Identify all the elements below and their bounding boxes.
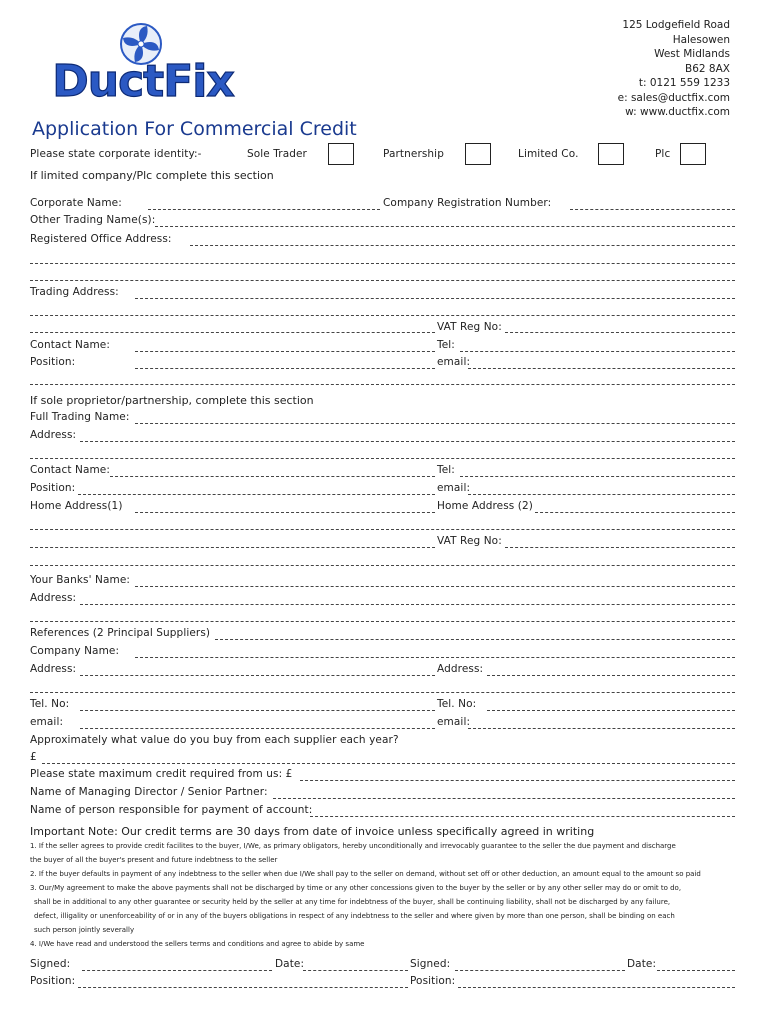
ltd-position-field[interactable]: [135, 368, 435, 369]
term-4: 4. I/We have read and understood the sellers terms and conditions and agree to abide by same: [30, 940, 365, 948]
ref-address-line2[interactable]: [30, 692, 735, 693]
limited-label: Limited Co.: [518, 148, 579, 160]
other-trading-field[interactable]: [155, 226, 735, 227]
term-1b: the buyer of all the buyer's present and future indebtness to the seller: [30, 856, 278, 864]
partnership-checkbox[interactable]: [465, 143, 491, 165]
full-trading-name-field[interactable]: [135, 423, 735, 424]
registered-office-line3[interactable]: [30, 280, 735, 281]
identity-prompt: Please state corporate identity:-: [30, 148, 202, 160]
ref-email-left-label: email:: [30, 716, 64, 728]
company-address: [618, 18, 730, 120]
trading-address-field[interactable]: [135, 298, 735, 299]
company-reg-label: Company Registration Number:: [383, 197, 552, 209]
trading-address-line2[interactable]: [30, 315, 735, 316]
ref-address-left-label: Address:: [30, 663, 77, 675]
ltd-extra-line[interactable]: [30, 384, 735, 385]
max-credit-label: Please state maximum credit required from us: £: [30, 768, 293, 780]
date-right-label: Date:: [627, 958, 657, 970]
home-address-line2[interactable]: [30, 529, 735, 530]
ref-address-right-field[interactable]: [487, 675, 735, 676]
address-line: 125 Lodgefield Road: [622, 19, 730, 31]
signed-right-field[interactable]: [455, 970, 625, 971]
sole-vat-label: VAT Reg No:: [437, 535, 502, 547]
term-2: 2. If the buyer defaults in payment of any indebtness to the seller when due I/We shall pay to the seller on demand, without set off or other deduction, an amount equal to the amount so paid: [30, 870, 701, 878]
sole-tel-label: Tel:: [437, 464, 455, 476]
references-field[interactable]: [215, 639, 735, 640]
signed-right-label: Signed:: [410, 958, 451, 970]
bank-address-label: Address:: [30, 592, 77, 604]
sole-trader-checkbox[interactable]: [328, 143, 354, 165]
ltd-position-label: Position:: [30, 356, 76, 368]
home-address1-field[interactable]: [135, 512, 435, 513]
date-left-label: Date:: [275, 958, 305, 970]
date-left-field[interactable]: [303, 970, 408, 971]
other-trading-label: Other Trading Name(s):: [30, 214, 156, 226]
ref-tel-left-field[interactable]: [80, 710, 435, 711]
sole-email-field[interactable]: [468, 494, 735, 495]
sole-trader-label: Sole Trader: [247, 148, 307, 160]
references-heading: References (2 Principal Suppliers): [30, 627, 211, 639]
ref-company-label: Company Name:: [30, 645, 120, 657]
sole-contact-field[interactable]: [110, 476, 435, 477]
term-3c: defect, illigality or unenforceability of or in any of the buyers obligations in respect of any indebtness to the seller and where given by more than one person, shall be binding on each: [34, 912, 675, 920]
md-name-field[interactable]: [273, 798, 735, 799]
logo-wordmark: DuctFix: [52, 56, 234, 107]
term-3d: such person jointly severally: [34, 926, 135, 934]
sole-extra-line[interactable]: [30, 565, 735, 566]
ltd-email-field[interactable]: [468, 368, 735, 369]
address-line: B62 8AX: [685, 62, 730, 75]
ref-tel-left-label: Tel. No:: [30, 698, 70, 710]
banks-name-field[interactable]: [135, 586, 735, 587]
home-address2-field[interactable]: [535, 512, 735, 513]
partnership-label: Partnership: [383, 148, 444, 160]
plc-checkbox[interactable]: [680, 143, 706, 165]
home-address1-label: Home Address(1): [30, 500, 123, 512]
ref-tel-right-field[interactable]: [487, 710, 735, 711]
sole-contact-label: Contact Name:: [30, 464, 111, 476]
corporate-name-field[interactable]: [148, 209, 380, 210]
ref-email-right-field[interactable]: [468, 728, 735, 729]
sole-address-label: Address:: [30, 429, 77, 441]
corporate-name-label: Corporate Name:: [30, 197, 122, 209]
sole-email-label: email:: [437, 482, 471, 494]
date-right-field[interactable]: [657, 970, 735, 971]
pound-sign: £: [30, 751, 37, 763]
position-right-label: Position:: [410, 975, 456, 987]
trading-address-label: Trading Address:: [30, 286, 119, 298]
full-trading-name-label: Full Trading Name:: [30, 411, 130, 423]
ltd-contact-field[interactable]: [135, 351, 435, 352]
ductfix-logo: [28, 18, 258, 108]
sole-position-field[interactable]: [78, 494, 435, 495]
ltd-contact-label: Contact Name:: [30, 339, 111, 351]
responsible-field[interactable]: [310, 816, 735, 817]
terms-heading: Important Note: Our credit terms are 30 days from date of invoice unless specifically agreed in writing: [30, 825, 595, 838]
sole-tel-field[interactable]: [460, 476, 735, 477]
address-line: Halesowen: [672, 33, 730, 46]
bank-address-field[interactable]: [80, 604, 735, 605]
ref-address-right-label: Address:: [437, 663, 484, 675]
term-1a: 1. If the seller agrees to provide credit facilites to the buyer, I/We, as primary obligators, hereby unconditionally and irrevocably guarantee to the seller the due payment and discharge: [30, 842, 676, 850]
home-address-line3[interactable]: [30, 547, 435, 548]
ltd-email-label: email:: [437, 356, 471, 368]
md-name-label: Name of Managing Director / Senior Partner:: [30, 786, 268, 798]
form-title: Application For Commercial Credit: [32, 118, 357, 140]
company-reg-field[interactable]: [570, 209, 735, 210]
registered-office-line2[interactable]: [30, 263, 735, 264]
registered-office-field[interactable]: [190, 245, 735, 246]
trading-address-line3[interactable]: [30, 332, 435, 333]
sole-address-field[interactable]: [80, 441, 735, 442]
address-phone: t: 0121 559 1233: [638, 77, 730, 89]
responsible-label: Name of person responsible for payment of account:: [30, 804, 313, 816]
ref-tel-right-label: Tel. No:: [437, 698, 477, 710]
limited-checkbox[interactable]: [598, 143, 624, 165]
fan-logo-icon: [28, 18, 258, 108]
address-email: e: sales@ductfix.com: [617, 91, 730, 104]
plc-label: Plc: [655, 148, 671, 160]
ref-address-left-field[interactable]: [80, 675, 435, 676]
signed-left-label: Signed:: [30, 958, 71, 970]
ref-email-left-field[interactable]: [80, 728, 435, 729]
home-address2-label: Home Address (2): [437, 500, 533, 512]
signed-left-field[interactable]: [82, 970, 272, 971]
registered-office-label: Registered Office Address:: [30, 233, 172, 245]
ltd-tel-label: Tel:: [437, 339, 455, 351]
ltd-vat-field[interactable]: [505, 332, 735, 333]
value-question: Approximately what value do you buy from each supplier each year?: [30, 734, 399, 746]
banks-name-label: Your Banks' Name:: [30, 574, 131, 586]
term-3a: 3. Our/My agreement to make the above payments shall not be discharged by time or any other concessions given to the buyer by the seller or by any other seller may do or omit to do,: [30, 884, 682, 892]
value-field[interactable]: [42, 763, 735, 764]
ltd-section-heading: If limited company/Plc complete this section: [30, 169, 274, 182]
ltd-vat-label: VAT Reg No:: [437, 321, 502, 333]
position-left-label: Position:: [30, 975, 76, 987]
sole-address-line2[interactable]: [30, 458, 735, 459]
ref-email-right-label: email:: [437, 716, 471, 728]
sole-position-label: Position:: [30, 482, 76, 494]
position-right-field[interactable]: [458, 987, 735, 988]
address-line: West Midlands: [654, 48, 730, 60]
bank-address-line2[interactable]: [30, 621, 735, 622]
position-left-field[interactable]: [78, 987, 408, 988]
sole-section-heading: If sole proprietor/partnership, complete this section: [30, 394, 314, 407]
address-web: w: www.ductfix.com: [625, 106, 730, 118]
ref-company-field[interactable]: [135, 657, 735, 658]
ltd-tel-field[interactable]: [460, 351, 735, 352]
sole-vat-field[interactable]: [505, 547, 735, 548]
term-3b: shall be in additional to any other guarantee or security held by the seller at any time for indebtness of the buyer, shall be continuing liability, shall not be discharged by any failure,: [34, 898, 671, 906]
max-credit-field[interactable]: [300, 780, 735, 781]
